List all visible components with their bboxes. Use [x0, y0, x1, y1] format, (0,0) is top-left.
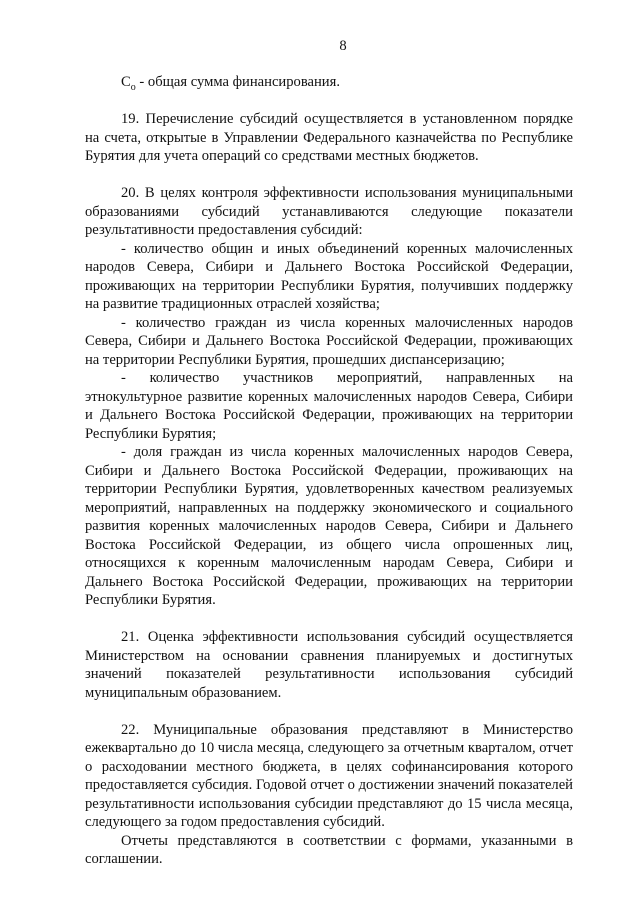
definition-text: - общая сумма финансирования.	[135, 74, 340, 90]
page-number: 8	[339, 38, 347, 54]
paragraph-22-reports: Отчеты представляются в соответствии с формами, указанными в соглашении.	[85, 832, 573, 867]
definition-line	[85, 73, 573, 92]
indicator-list-item: - количество граждан из числа коренных малочисленных народов Севера, Сибири и Дальнего Востока Российской Федерации, проживающих на территории Республики Бурятия, прошедших диспансеризацию;	[85, 314, 573, 368]
paragraph-22-text: 22. Муниципальные образования представляют в Министерство ежеквартально до 10 числа месяца, следующего за отчетным кварталом, отчет о расходовании местного бюджета, в целях софинансирования которого предоставляется субсидия. Годовой отчет о достижении значений показателей результативности использования субсидии представляют до 15 числа месяца, следующего за годом предоставления субсидий.	[85, 721, 573, 830]
indicator-list-item: - количество общин и иных объединений коренных малочисленных народов Севера, Сибири и Дальнего Востока Российской Федерации, проживающих на территории Республики Бурятия, получивших поддержку на развитие традиционных отраслей хозяйства;	[85, 240, 573, 312]
definition-symbol: C	[121, 74, 131, 90]
paragraph-20	[85, 184, 573, 610]
paragraph-21	[85, 628, 573, 702]
definition-paragraph	[85, 73, 573, 92]
paragraph-22	[85, 721, 573, 869]
indicator-list-item: - доля граждан из числа коренных малочисленных народов Севера, Сибири и Дальнего Востока Российской Федерации, проживающих на территории Республики Бурятия, удовлетворенных качеством реализуемых мероприятий, направленных на поддержку экономического и социального развития коренных малочисленных народов Севера, Сибири и Дальнего Востока Российской Федерации, из общего числа опрошенных лиц, относящихся к коренным малочисленным народам Севера, Сибири и Дальнего Востока Российской Федерации, проживающих на территории Республики Бурятия.	[85, 444, 573, 608]
paragraph-21-text: 21. Оценка эффективности использования субсидий осуществляется Министерством на основании сравнения планируемых и достигнутых значений показателей результативности использования субсидий муниципальным образованием.	[85, 629, 573, 701]
paragraph-19-text: 19. Перечисление субсидий осуществляется в установленном порядке на счета, открытые в Управлении Федерального казначейства по Республике Бурятия для учета операций со средствами местных бюджетов.	[85, 111, 573, 164]
paragraph-20-intro: 20. В целях контроля эффективности использования муниципальными образованиями субсидий устанавливаются следующие показатели результативности предоставления субсидий:	[85, 185, 573, 238]
paragraph-19	[85, 110, 573, 166]
document-body	[85, 73, 573, 869]
indicator-list-item: - количество участников мероприятий, направленных на этнокультурное развитие коренных малочисленных народов Севера, Сибири и Дальнего Востока Российской Федерации, проживающих на территории Республики Бурятия;	[85, 370, 573, 442]
definition-subscript: o	[130, 81, 136, 93]
